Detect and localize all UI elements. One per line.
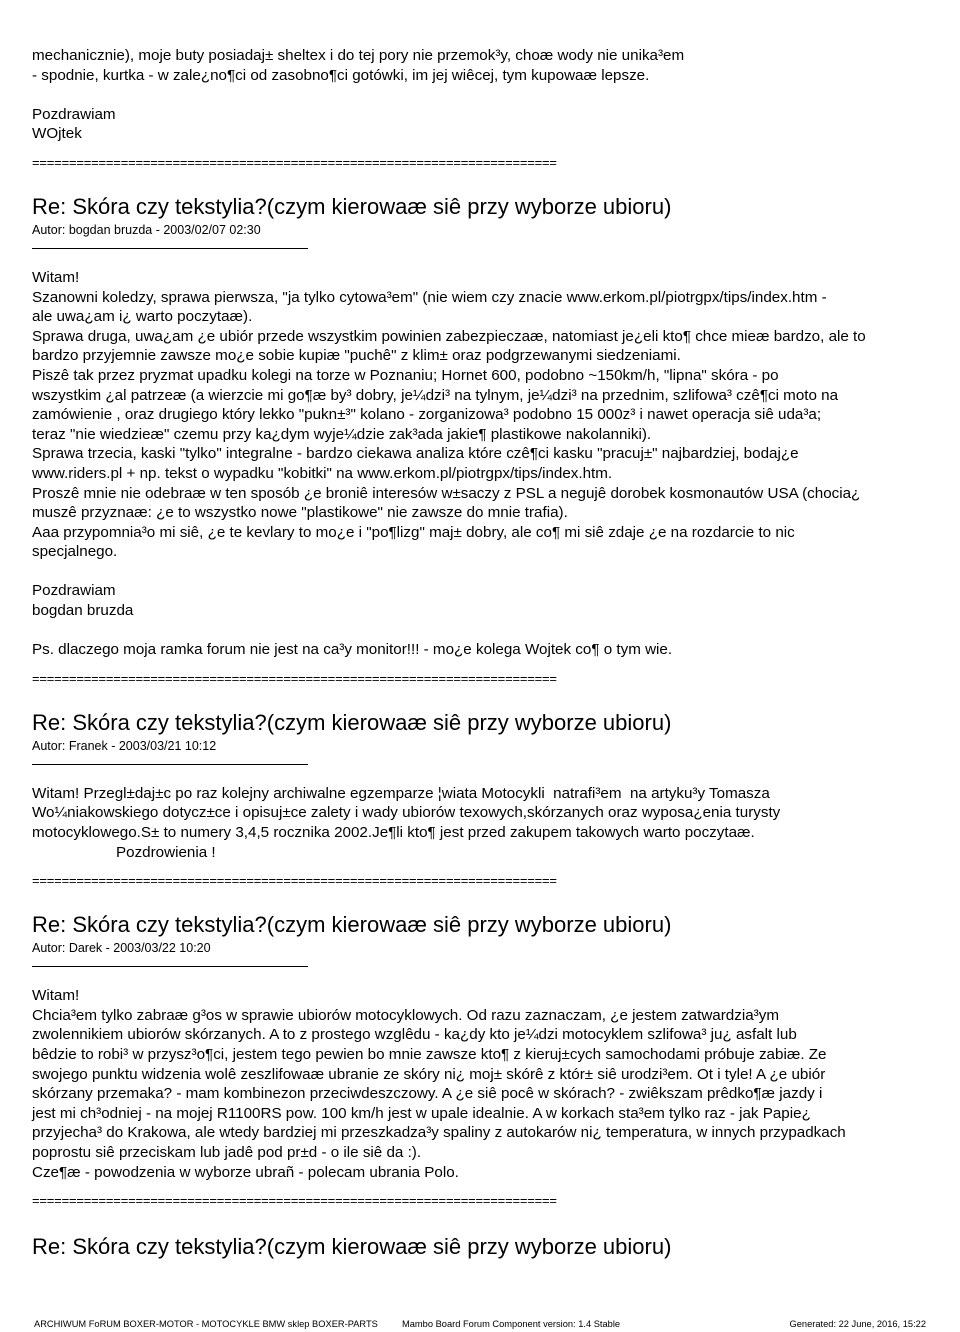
body-line: zamówienie , oraz drugiego który lekko "pukn±³" kolano - zorganizowa³ podobno 15 000z³ i nawet operacja siê uda³a; — [32, 406, 822, 424]
footer-component-version: Mambo Board Forum Component version: 1.4 Stable — [402, 1319, 621, 1329]
body-line: muszê przyznaæ: ¿e to wszystko nowe "plastikowe" nie zawsze do mnie trafia). — [32, 504, 568, 522]
body-line: Wo¼niakowskiego dotycz±ce i opisuj±ce zalety i wady ubiorów texowych,skórzanych oraz wyposa¿enia turysty — [32, 804, 781, 822]
post-body — [32, 268, 932, 562]
post-meta: Autor: bogdan bruzda - 2003/02/07 02:30 — [32, 222, 261, 237]
body-line: Proszê mnie nie odebraæ w ten sposób ¿e broniê interesów w±saczy z PSL a negujê dorobek kosmonautów USA (chocia¿ — [32, 484, 861, 502]
separator: ======================================================================= — [32, 874, 557, 889]
post-title: Re: Skóra czy tekstylia?(czym kierowaæ siê przy wyborze ubioru) — [32, 912, 672, 938]
body-line: specjalnego. — [32, 543, 118, 561]
post-title: Re: Skóra czy tekstylia?(czym kierowaæ siê przy wyborze ubioru) — [32, 709, 672, 735]
post-next — [32, 1234, 932, 1260]
post-greeting: Pozdrawiam — [32, 582, 116, 600]
post-ps: Ps. dlaczego moja ramka forum nie jest na ca³y monitor!!! - mo¿e kolega Wojtek co¶ o tym wie. — [32, 641, 673, 659]
post-title: Re: Skóra czy tekstylia?(czym kierowaæ siê przy wyborze ubioru) — [32, 193, 672, 219]
post-greeting: Pozdrowienia ! — [116, 843, 216, 861]
body-line: ale uwa¿am i¿ warto poczytaæ). — [32, 308, 253, 326]
body-line: skórzany przemaka? - mam kombinezon przeciwdeszczowy. A ¿e siê pocê w skórach? - zwiêkszam prêdko¶æ jazdy i — [32, 1085, 823, 1103]
separator: ======================================================================= — [32, 671, 557, 686]
intro-line-2: - spodnie, kurtka - w zale¿no¶ci od zasobno¶ci gotówki, im jej wiêcej, tym kupowaæ lepsze. — [32, 66, 650, 84]
body-line: Sprawa druga, uwa¿am ¿e ubiór przede wszystkim powinien zabezpieczaæ, natomiast je¿eli kto¶ chce mieæ bardzo, ale to — [32, 327, 866, 345]
document-content — [32, 46, 932, 1260]
body-line: jest mi ch³odniej - na mojej R1100RS pow. 100 km/h jest w upale idealnie. A w korkach sta³em tylko raz - jak Papie¿ — [32, 1104, 811, 1122]
body-line: teraz "nie wiedzieæ" czemu przy ka¿dym wyje¼dzie zak³ada jakie¶ plastikowe nakolanniki). — [32, 425, 652, 443]
footer-site-name: ARCHIWUM FoRUM BOXER-MOTOR - MOTOCYKLE BMW sklep BOXER-PARTS — [34, 1319, 378, 1329]
body-line: Aaa przypomnia³o mi siê, ¿e te kevlary to mo¿e i "po¶lizg" maj± dobry, ale co¶ mi siê zdaje ¿e na rozdarcie to nic — [32, 523, 795, 541]
body-line: wszystkim ¿al patrzeæ (a wierzcie mi go¶æ by³ dobry, je¼dzi³ na tylnym, je¼dzi³ na przednim, szlifowa³ czê¶ci moto na — [32, 386, 839, 404]
post-meta: Autor: Franek - 2003/03/21 10:12 — [32, 738, 217, 753]
post-darek — [32, 912, 932, 1208]
body-line: Witam! — [32, 268, 80, 286]
separator: ======================================================================= — [32, 1194, 557, 1209]
post-franek — [32, 710, 932, 888]
post-title: Re: Skóra czy tekstylia?(czym kierowaæ siê przy wyborze ubioru) — [32, 1234, 672, 1260]
intro-line-1: mechanicznie), moje buty posiadaj± sheltex i do tej pory nie przemok³y, choæ wody nie unika³em — [32, 47, 685, 64]
body-line: bardzo przyjemnie zawsze mo¿e sobie kupiæ "puchê" z klim± oraz podgrzewanymi siedzeniami. — [32, 347, 681, 365]
page-footer — [34, 1318, 926, 1330]
body-line: Cze¶æ - powodzenia w wyborze ubrañ - polecam ubrania Polo. — [32, 1163, 459, 1181]
intro-greeting: Pozdrawiam — [32, 105, 116, 123]
post-signature: bogdan bruzda — [32, 602, 134, 620]
intro-signature: WOjtek — [32, 125, 82, 143]
body-line: Sprawa trzecia, kaski "tylko" integralne - bardzo ciekawa analiza które czê¶ci kasku "pracuj±" najbardziej, bodaj¿e — [32, 445, 799, 463]
post-meta: Autor: Darek - 2003/03/22 10:20 — [32, 941, 211, 956]
body-line: Piszê tak przez pryzmat upadku kolegi na torze w Poznaniu; Hornet 600, podobno ~150km/h, "lipna" skóra - po — [32, 366, 779, 384]
body-line: poprostu siê przeciskam lub jadê pod pr±d - o ile siê da :). — [32, 1143, 422, 1161]
body-line: Szanowni koledzy, sprawa pierwsza, "ja tylko cytowa³em" (nie wiem czy znacie www.erkom.pl/piotrgpx/tips/index.htm - — [32, 288, 827, 306]
post-body — [32, 986, 932, 1182]
body-line: bêdzie to robi³ w przysz³o¶ci, jestem tego pewien bo mnie zawsze kto¶ z kieruj±cych samochodami próbuje zabiæ. Ze — [32, 1046, 827, 1063]
footer-generated-date: Generated: 22 June, 2016, 15:22 — [789, 1319, 926, 1329]
post-body — [32, 784, 932, 862]
body-line: swojego punktu widzenia wolê zeszlifowaæ ubranie ze skóry ni¿ moj± skórê z któr± siê urodzi³em. Ot i tyle! A ¿e ubiór — [32, 1065, 826, 1083]
body-line: przyjecha³ do Krakowa, ale wtedy bardziej mi przeszkadza³y spaliny z autokarów ni¿ temperatura, w innych przypadkach — [32, 1124, 846, 1142]
body-line: zwolennikiem ubiorów skórzanych. A to z prostego wzglêdu - ka¿dy kto je¼dzi motocyklem szlifowa³ ju¿ asfalt lub — [32, 1026, 797, 1044]
body-line: Witam! — [32, 987, 80, 1005]
body-line: www.riders.pl + np. tekst o wypadku "kobitki" na www.erkom.pl/piotrgpx/tips/index.htm. — [32, 464, 613, 482]
body-line: Witam! Przegl±daj±c po raz kolejny archiwalne egzemparze ¦wiata Motocykli natrafi³em na artyku³y Tomasza — [32, 784, 770, 802]
body-line: motocyklowego.S± to numery 3,4,5 rocznika 2002.Je¶li kto¶ jest przed zakupem takowych warto poczytaæ. — [32, 824, 755, 842]
post-bogdan — [32, 194, 932, 686]
body-line: Chcia³em tylko zabraæ g³os w sprawie ubiorów motocyklowych. Od razu zaznaczam, ¿e jestem zatwardzia³ym — [32, 1006, 779, 1024]
separator: ======================================================================= — [32, 155, 557, 170]
